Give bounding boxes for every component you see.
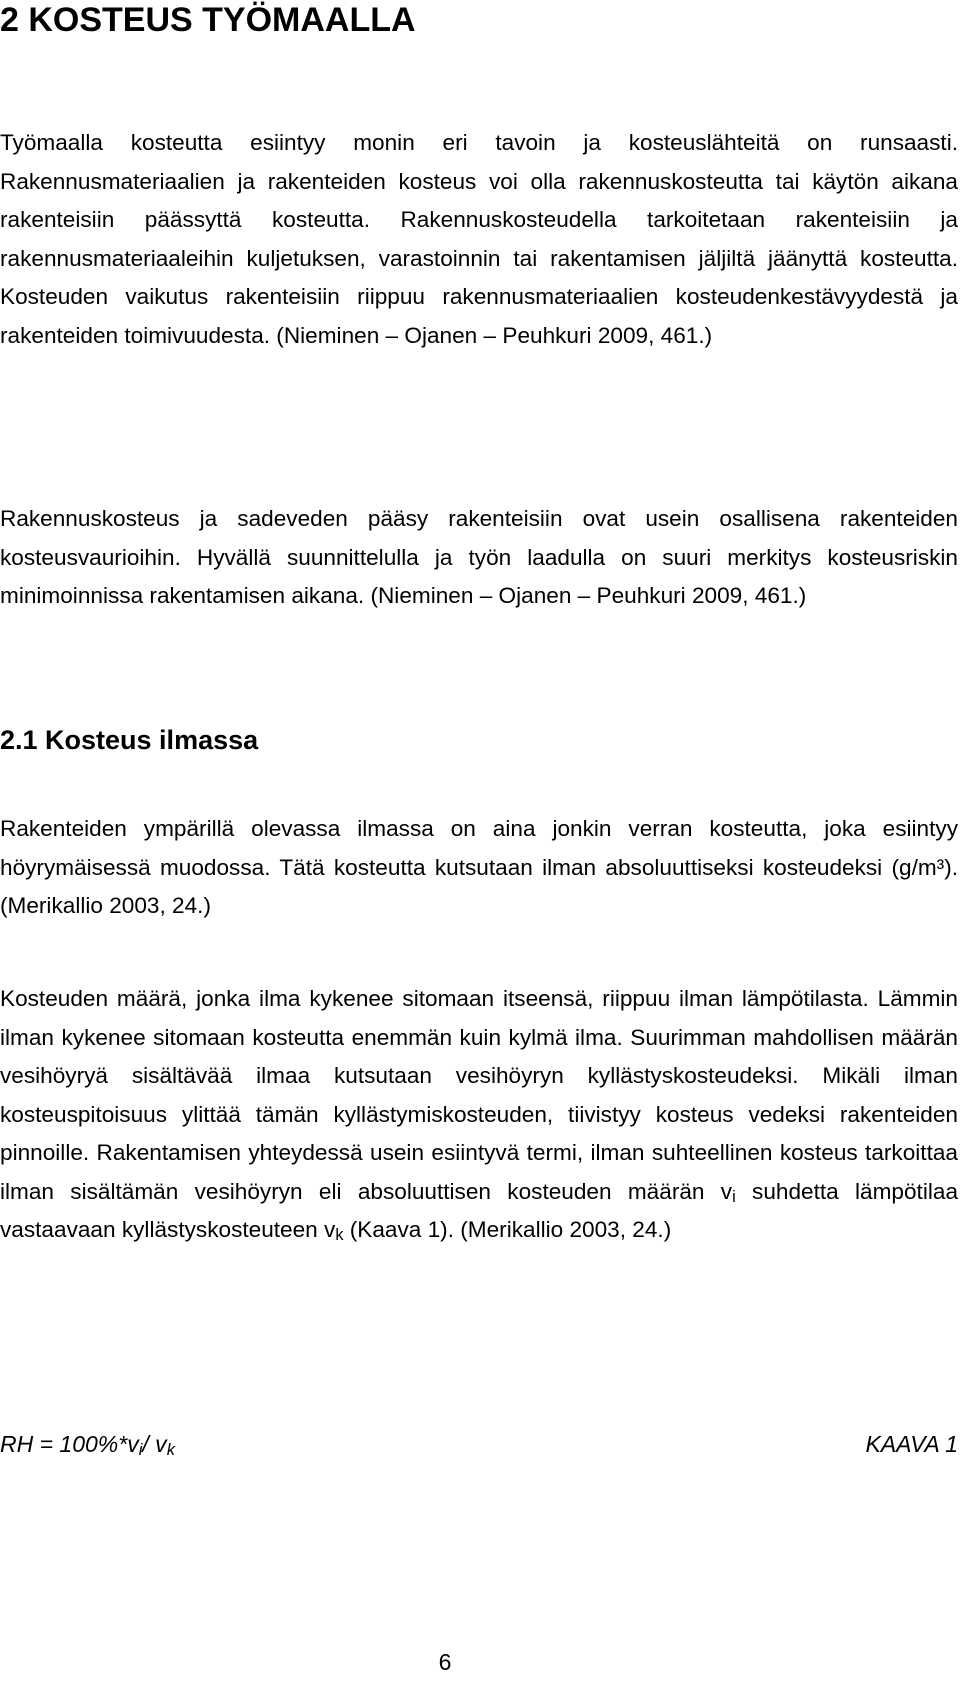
formula-label: KAAVA 1 xyxy=(865,1431,958,1457)
paragraph-relative-humidity xyxy=(0,980,958,1250)
formula-row xyxy=(0,1424,958,1464)
page-number: 6 xyxy=(438,1649,452,1675)
formula-part: / v xyxy=(142,1431,167,1457)
section-heading: 2.1 Kosteus ilmassa xyxy=(0,725,259,755)
formula-expression xyxy=(0,1424,175,1464)
paragraph-moisture-sources: Työmaalla kosteutta esiintyy monin eri tavoin ja kosteuslähteitä on runsaasti. Rakennusmateriaalien ja rakenteiden kosteus voi olla rakennuskosteutta tai käytön aikana rakenteisiin päässyttä kosteutta. Rakennuskosteudella tarkoitetaan rakenteisiin ja rakennusmateriaaleihin kuljetuksen, varastoinnin tai rakentamisen jäljiltä jäänyttä kosteutta. Kosteuden vaikutus rakenteisiin riippuu rakennusmateriaalien kosteudenkestävyydestä ja rakenteiden toimivuudesta. (Nieminen – Ojanen – Peuhkuri 2009, 461.) xyxy=(0,130,958,348)
chapter-heading: 2 KOSTEUS TYÖMAALLA xyxy=(0,1,416,39)
paragraph-moisture-damage: Rakennuskosteus ja sadeveden pääsy rakenteisiin ovat usein osallisena rakenteiden kosteusvaurioihin. Hyvällä suunnittelulla ja työn laadulla on suuri merkitys kosteusriskin minimoinnissa rakentamisen aikana. (Nieminen – Ojanen – Peuhkuri 2009, 461.) xyxy=(0,506,958,608)
paragraph-absolute-humidity: Rakenteiden ympärillä olevassa ilmassa on aina jonkin verran kosteutta, joka esiintyy höyrymäisessä muodossa. Tätä kosteutta kutsutaan ilman absoluuttiseksi kosteudeksi (g/m³). (Merikallio 2003, 24.) xyxy=(0,816,958,918)
formula-subscript-i: i xyxy=(138,1439,143,1459)
subscript-i: i xyxy=(732,1187,736,1206)
paragraph-text-part: Kosteuden määrä, jonka ilma kykenee sitomaan itseensä, riippuu ilman lämpötilasta. Lämmin ilman kykenee sitomaan kosteutta enemmän kuin kylmä ilma. Suurimman mahdollisen määrän vesihöyryä sisältävää ilmaa kutsutaan vesihöyryn kyllästyskosteudeksi. Mikäli ilman kosteuspitoisuus ylittää tämän kyllästymiskosteuden, tiivistyy kosteus vedeksi rakenteiden pinnoille. Rakentamisen yhteydessä usein esiintyvä termi, ilman suhteellinen kosteus tarkoittaa ilman sisältämän vesihöyryn eli absoluuttisen kosteuden määrän v xyxy=(0,986,958,1204)
subscript-k: k xyxy=(335,1225,344,1244)
formula-part: RH = 100%*v xyxy=(0,1431,139,1457)
paragraph-text-part: suhdetta lämpötilaa vastaavaan kyllästyskosteuteen v xyxy=(0,1178,959,1242)
formula-subscript-k: k xyxy=(166,1439,175,1459)
paragraph-text-part: (Kaava 1). (Merikallio 2003, 24.) xyxy=(343,1217,672,1242)
